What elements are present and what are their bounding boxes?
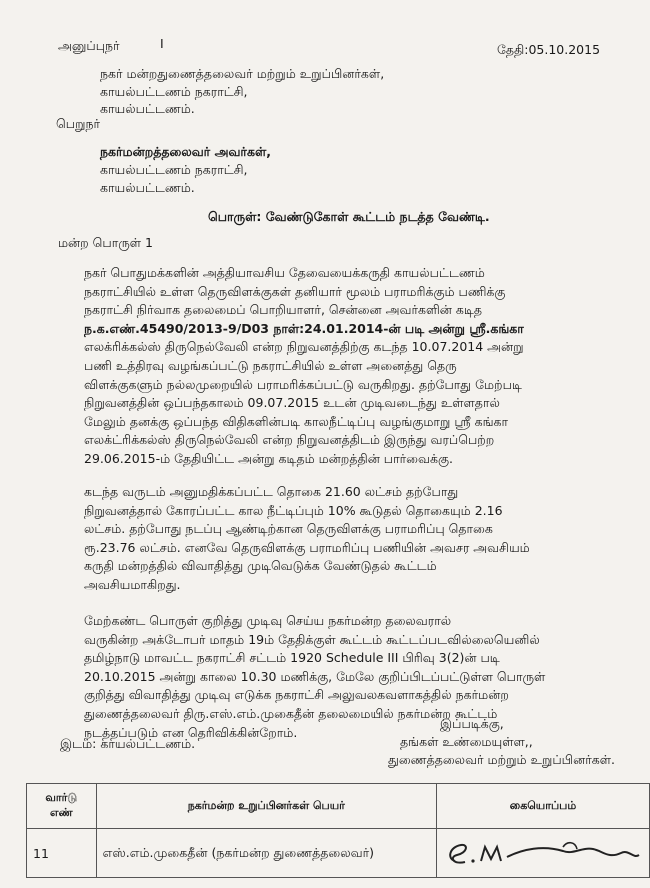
handwritten-signature-icon <box>443 835 643 869</box>
table-row <box>27 829 650 878</box>
paragraph-3: மேற்கண்ட பொருள் குறித்து முடிவு செய்ய நகர்மன்ற தலைவரால் வருகின்ற அக்டோபர் மாதம் 19ம் தேதிக்குள் கூட்டம் கூட்டப்படவில்லையெனில் தமிழ்நாடு மாவட்ட நகராட்சி சட்டம் 1920 Schedule III பிரிவு 3(2)ன் படி 20.10.2015 அன்று காலை 10.30 மணிக்கு, மேலே குறிப்பிடப்பட்டுள்ள பொருள் குறித்து விவாதித்து முடிவு எடுக்க நகராட்சி அலுவலகவளாகத்தில் நகர்மன்ற துணைத்தலைவர் திரு.எஸ்.எம்.முகைதீன் தலைமையில் நகர்மன்ற கூட்டம் நடத்தப்படும் என தெரிவிக்கின்றோம். <box>84 613 546 740</box>
ward-number: 11 <box>27 829 97 878</box>
agenda-label: மன்ற பொருள் 1 <box>58 235 154 250</box>
from-label: அனுப்புநர் <box>58 38 120 53</box>
recipient-line-3: காயல்பட்டணம். <box>100 180 195 195</box>
sender-line-3: காயல்பட்டணம். <box>100 101 195 116</box>
subject: பொருள்: வேண்டுகோள் கூட்டம் நடத்த வேண்டி. <box>208 209 490 224</box>
signature <box>437 829 650 878</box>
table-header-row <box>27 784 650 829</box>
paragraph-2: கடந்த வருடம் அனுமதிக்கப்பட்ட தொகை 21.60 லட்சம் தற்போது நிறுவனத்தால் கோரப்பட்ட கால நீட்டிப்பும் 10% கூடுதல் தொகையும் 2.16 லட்சம். தற்போது நடப்பு ஆண்டிற்கான தெருவிளக்கு பராமரிப்பு தொகை ரூ.23.76 லட்சம். எனவே தெருவிளக்கு பராமரிப்பு பணியின் அவசர அவசியம் கருதி மன்றத்தில் விவாதித்து முடிவெடுக்க வேண்டுதல் கூட்டம் அவசியமாகிறது. <box>84 484 530 592</box>
recipient-line-2: காயல்பட்டணம் நகராட்சி, <box>100 162 248 177</box>
to-label: பெறுநர் <box>56 116 101 131</box>
paragraph-1: நகர் பொதுமக்களின் அத்தியாவசிய தேவையைக்கருதி காயல்பட்டணம் நகராட்சியில் உள்ள தெருவிளக்குகள் தனியார் மூலம் பராமரிக்கும் பணிக்கு நகராட்சி நிர்வாக தலைமைப் பொறியாளர், சென்னை அவர்களின் கடித ந.க.எண்.45490/2013-9/D03 நாள்:24.01.2014-ன் படி அன்று ஸ்ரீ.கங்கா எலக்ரிக்கல்ஸ் திருநெல்வேலி என்ற நிறுவனத்திற்கு கடந்த 10.07.2014 அன்று பணி உத்திரவு வழங்கப்பட்டு நகராட்சியில் உள்ள அனைத்து தெரு விளக்குகளும் நல்லமுறையில் பராமரிக்கப்பட்டு வருகிறது. தற்போது மேற்படி நிறுவனத்தின் ஒப்பந்தகாலம் 09.07.2015 உடன் முடிவடைந்து உள்ளதால் மேலும் தனக்கு ஒப்பந்த விதிகளின்படி காலநீட்டிப்பு வழங்குமாறு ஸ்ரீ கங்கா எலக்ட்ரிக்கல்ஸ் திருநெல்வேலி என்ற நிறுவனத்திடம் இருந்து வரப்பெற்ற 29.06.2015-ம் தேதியிட்ட அன்று கடிதம் மன்றத்தின் பார்வைக்கு. <box>84 265 524 466</box>
closing-2: தங்கள் உண்மையுள்ள,, <box>400 734 533 749</box>
recipient-line-1: நகர்மன்றத்தலைவர் அவர்கள், <box>100 144 271 159</box>
col-header-ward: வார்டு எண் <box>27 784 97 829</box>
date: தேதி:05.10.2015 <box>497 42 601 57</box>
sender-line-2: காயல்பட்டணம் நகராட்சி, <box>100 84 248 99</box>
sender-line-1: நகர் மன்றதுணைத்தலைவர் மற்றும் உறுப்பினர்கள், <box>100 66 385 81</box>
from-mark: I <box>160 36 164 51</box>
closing-3: துணைத்தலைவர் மற்றும் உறுப்பினர்கள். <box>388 752 615 767</box>
col-header-member: நகர்மன்ற உறுப்பினர்கள் பெயர் <box>96 784 436 829</box>
closing-1: இப்படிக்கு, <box>440 716 504 731</box>
member-name: எஸ்.எம்.முகைதீன் (நகர்மன்ற துணைத்தலைவர்) <box>96 829 436 878</box>
signature-table <box>26 783 650 878</box>
place: இடம்: காயல்பட்டணம். <box>60 736 196 751</box>
col-header-signature: கையொப்பம் <box>437 784 650 829</box>
